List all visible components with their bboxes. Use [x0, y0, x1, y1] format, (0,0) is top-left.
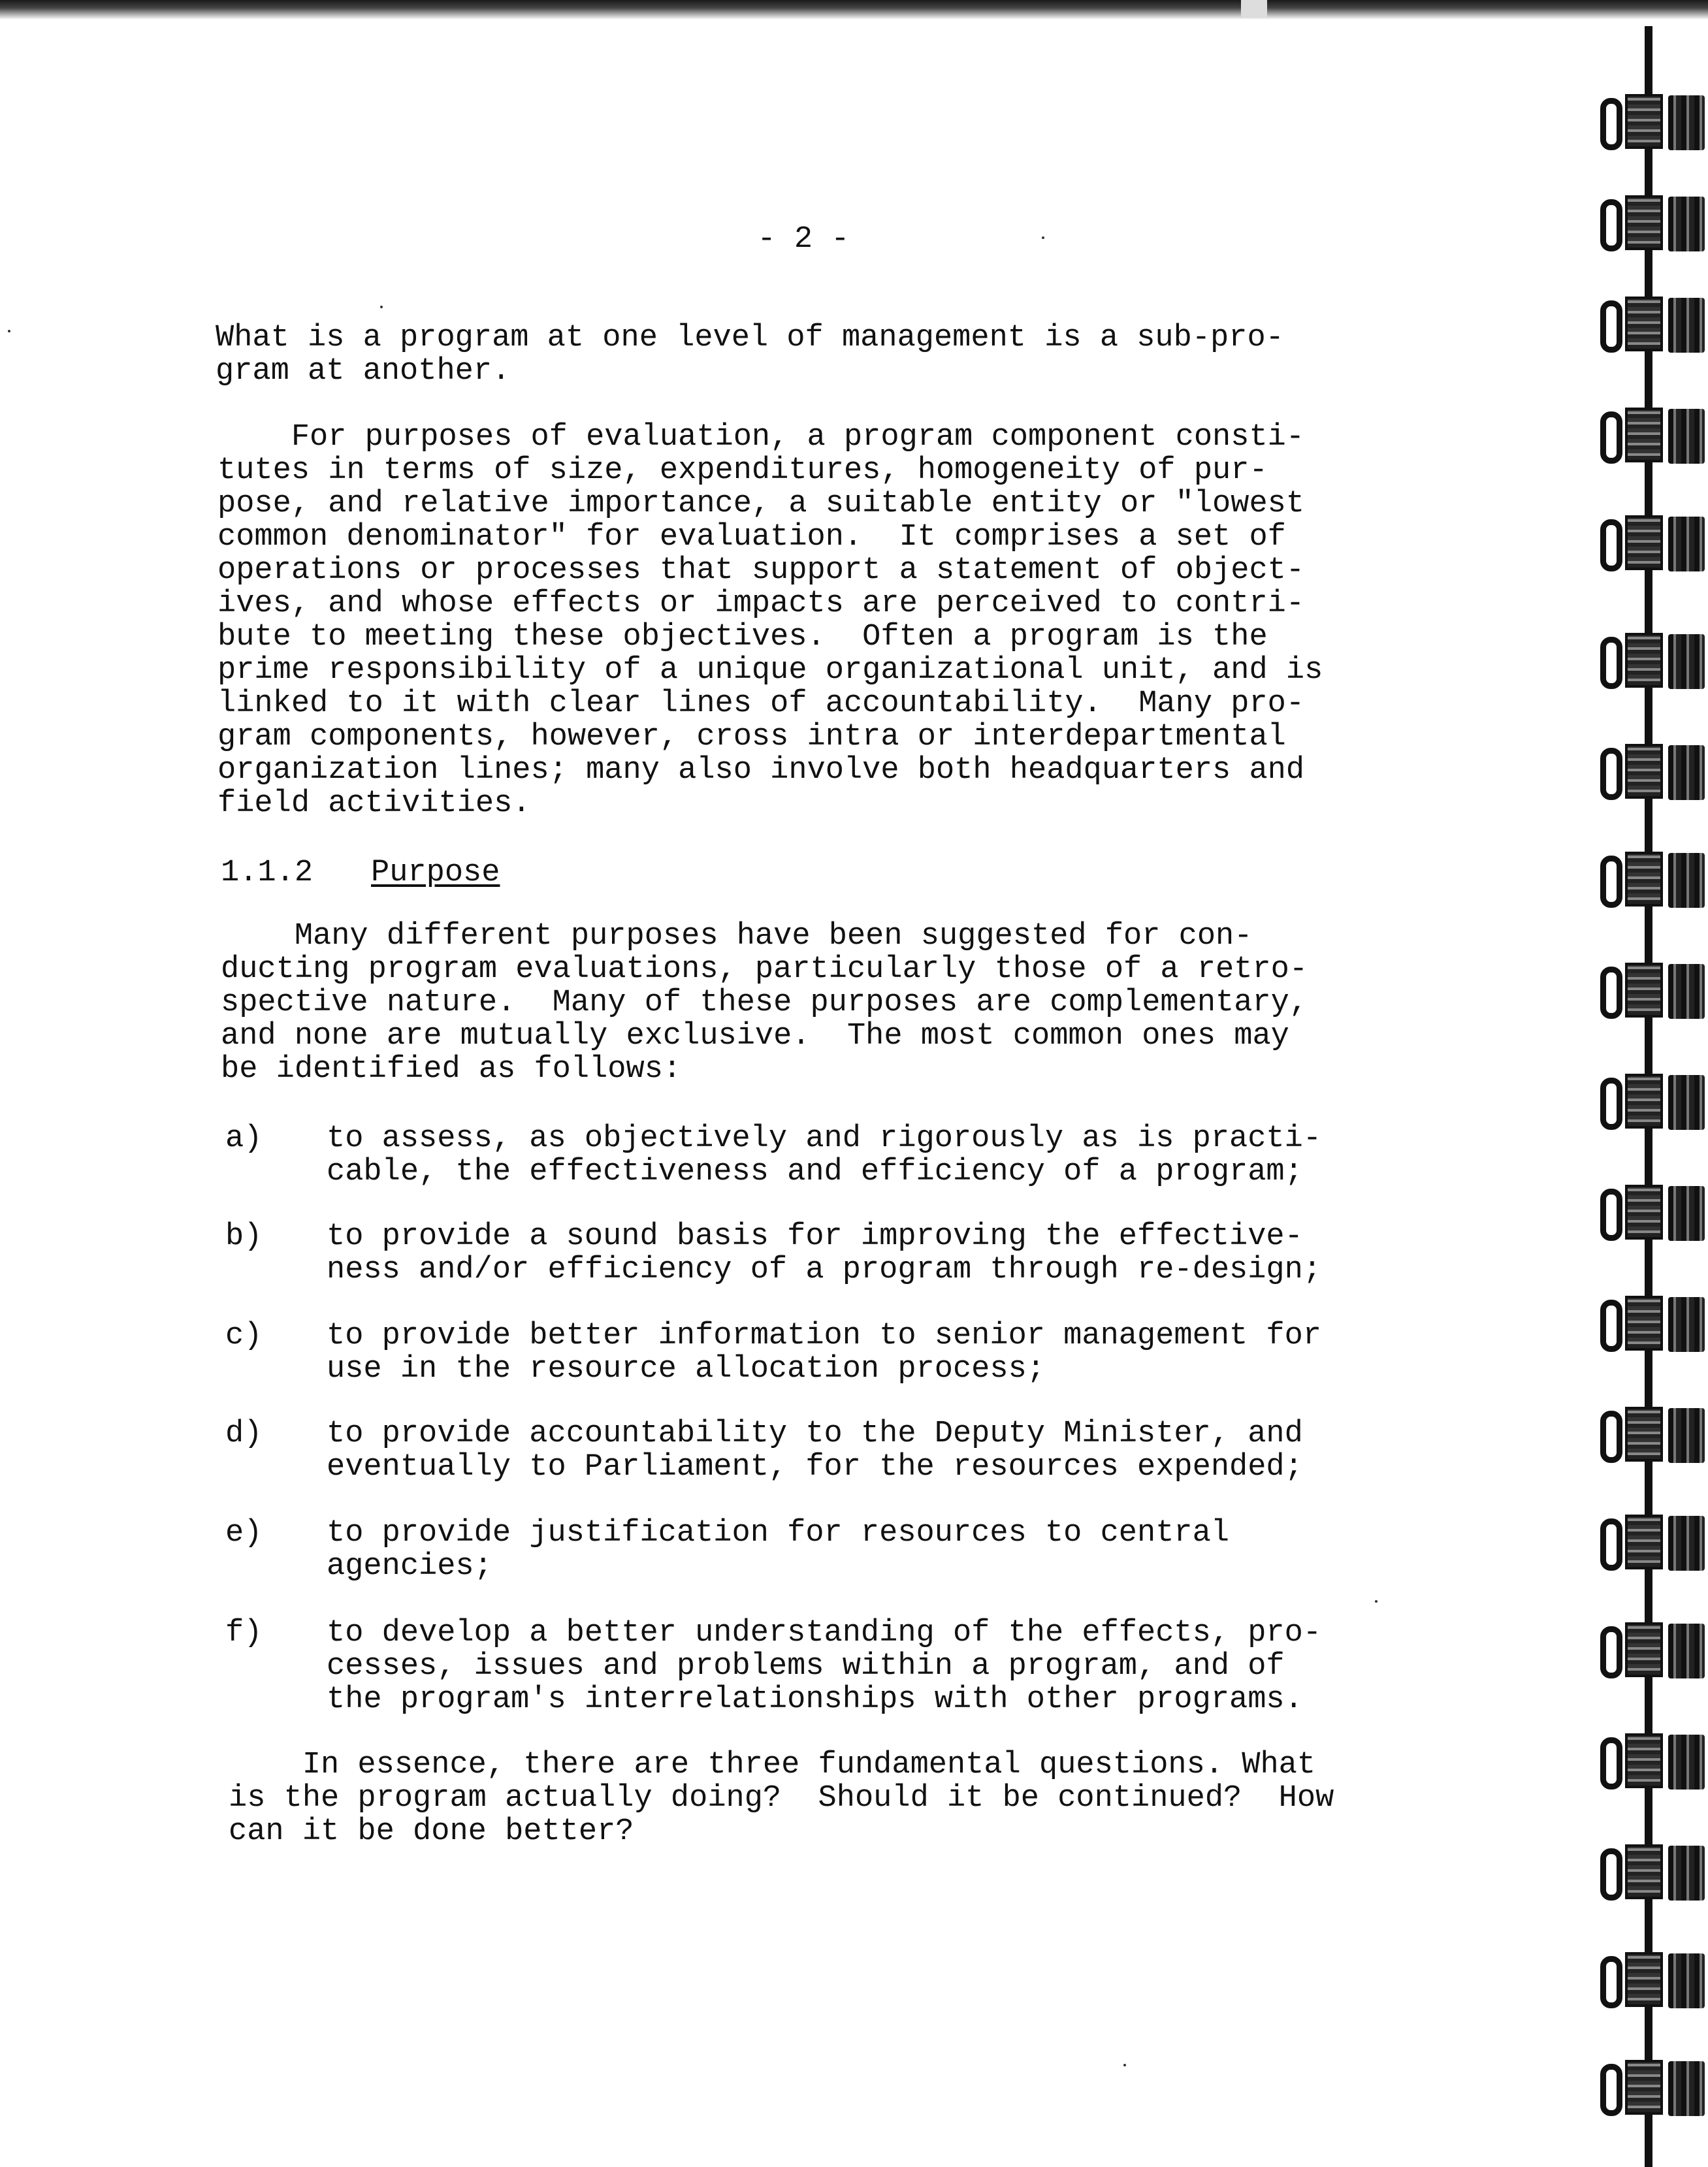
paragraph-fundamental-questions: In essence, there are three fundamental questions. What is the program actually doing? Should it be continued? How can it be done better?: [229, 1748, 1334, 1849]
list-item-text: to provide justification for resources to central agencies;: [327, 1516, 1230, 1584]
list-item-text: to develop a better understanding of the effects, pro- cesses, issues and problems within a program, and of the program's interrelationships with other programs.: [327, 1616, 1322, 1717]
binding-ring: [1600, 741, 1705, 801]
paragraph-program-component: For purposes of evaluation, a program component consti- tutes in terms of size, expenditures, homogeneity of pur- pose, and relative importance, a suitable entity or "lowest common denominator" for evaluation. It comprises a set of operations or processes that support a statement of object- ives, and whose effects or impacts are perceived to contri- bute to meeting these objectives. Often a program is the prime responsibility of a unique organizational unit, and is linked to it with clear lines of accountability. Many pro- gram components, however, cross intra or interdepartmental organization lines; many also involve both headquarters and field activities.: [218, 420, 1323, 821]
list-item-text: to provide better information to senior management for use in the resource allocation process;: [327, 1319, 1322, 1387]
scan-speck: [8, 330, 10, 332]
binding-ring: [1600, 960, 1705, 1020]
binding-ring: [1600, 294, 1705, 354]
scan-speck: [1042, 236, 1044, 239]
binding-ring: [1600, 1293, 1705, 1353]
section-heading: [221, 856, 500, 890]
binding-ring: [1600, 1182, 1705, 1242]
binding-ring: [1600, 1620, 1705, 1680]
binding-ring: [1600, 1950, 1705, 2010]
paragraph-purposes-intro: Many different purposes have been suggested for con- ducting program evaluations, particularly those of a retro- spective nature. Many of these purposes are complementary, and none are mutually exclusive. The most common ones may be identified as follows:: [221, 919, 1308, 1087]
scan-speck: [1375, 1600, 1378, 1603]
scan-speck: [380, 306, 383, 308]
page-number: - 2 -: [757, 222, 850, 257]
section-number: 1.1.2: [221, 856, 314, 890]
binding-ring: [1600, 193, 1705, 253]
list-item-label: d): [225, 1417, 263, 1451]
scan-speck: [1123, 2064, 1126, 2066]
list-item-label: e): [225, 1516, 263, 1550]
binding-ring: [1600, 513, 1705, 573]
binding-ring: [1600, 2057, 1705, 2117]
list-item-label: a): [225, 1121, 263, 1156]
binding-ring: [1600, 1071, 1705, 1131]
list-item-text: to provide accountability to the Deputy Minister, and eventually to Parliament, for the resources expended;: [327, 1417, 1303, 1485]
binding-ring: [1600, 1731, 1705, 1791]
binding-ring: [1600, 1404, 1705, 1464]
list-item-text: to provide a sound basis for improving the effective- ness and/or efficiency of a program through re-design;: [327, 1219, 1322, 1287]
scan-top-edge: [0, 0, 1708, 20]
list-item-label: f): [225, 1616, 263, 1650]
paragraph-program-level: What is a program at one level of management is a sub-pro- gram at another.: [216, 321, 1284, 389]
binding-ring: [1600, 630, 1705, 690]
binding-ring: [1600, 849, 1705, 909]
list-item-label: c): [225, 1319, 263, 1353]
binding-ring: [1600, 1842, 1705, 1902]
scan-top-notch: [1241, 0, 1267, 17]
binding-ring: [1600, 405, 1705, 465]
list-item-label: b): [225, 1219, 263, 1254]
section-title: Purpose: [371, 856, 500, 890]
spiral-binding: [1587, 26, 1708, 2167]
list-item-text: to assess, as objectively and rigorously as is practi- cable, the effectiveness and efficiency of a program;: [327, 1121, 1322, 1189]
binding-ring: [1600, 1512, 1705, 1572]
binding-ring: [1600, 91, 1705, 152]
